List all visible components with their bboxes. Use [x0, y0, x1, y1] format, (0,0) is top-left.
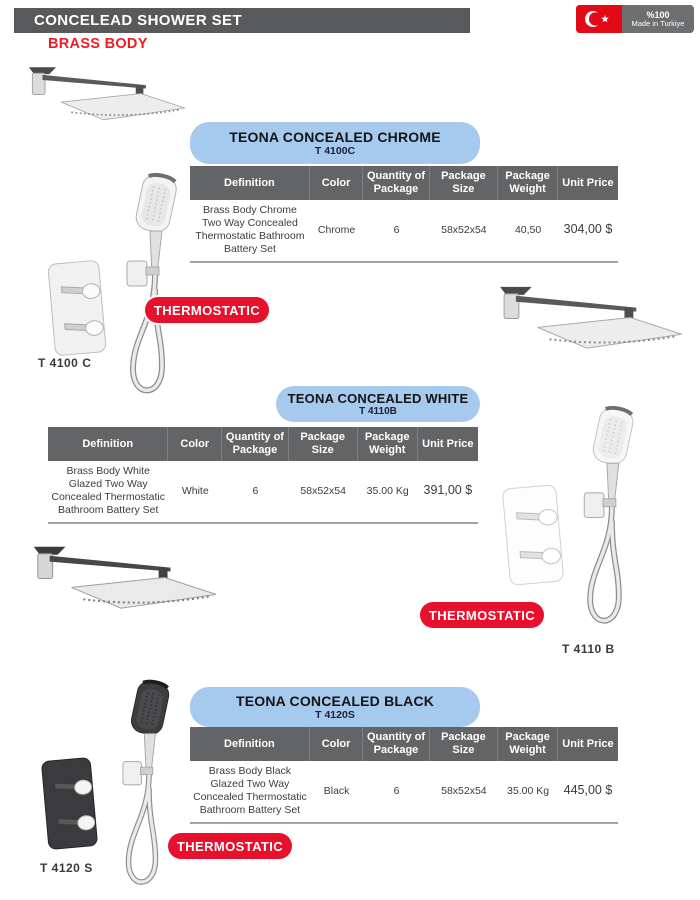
cell-price: 391,00 $: [423, 483, 473, 498]
thermostatic-valve-image-chrome: [38, 253, 116, 363]
page-title: CONCELEAD SHOWER SET: [14, 8, 470, 33]
cell-color: White: [181, 484, 209, 497]
table-row: [190, 761, 618, 824]
cell-price: 445,00 $: [563, 783, 613, 798]
table-header-row: [190, 166, 618, 200]
column-header: Definition: [48, 427, 168, 461]
product-table-black: [190, 727, 618, 824]
cell-color: Black: [323, 784, 350, 797]
column-header: Unit Price: [558, 166, 618, 200]
column-header: Quantity of Package: [222, 427, 289, 461]
column-header: Quantity of Package: [363, 166, 429, 200]
cell-quantity: 6: [393, 784, 400, 797]
column-header: Definition: [190, 727, 310, 761]
hand-shower-image-black: [92, 676, 192, 900]
table-row: [48, 461, 478, 524]
column-header: Package Weight: [358, 427, 418, 461]
thermostatic-badge: THERMOSTATIC: [145, 297, 269, 323]
cell-definition: Brass Body Chrome Two Way Concealed Thermostatic Bathroom Battery Set: [195, 204, 305, 256]
product-code: T 4110B: [359, 406, 397, 417]
table-row: [190, 200, 618, 263]
product-code: T 4100C: [314, 145, 356, 157]
cell-price: 304,00 $: [563, 222, 613, 237]
column-header: Quantity of Package: [363, 727, 429, 761]
column-header: Package Weight: [498, 166, 558, 200]
column-header: Unit Price: [418, 427, 478, 461]
model-code-label: T 4110 B: [562, 642, 615, 656]
made-in-turkiye-badge: [576, 5, 694, 33]
column-header: Color: [310, 727, 364, 761]
origin-percent: %100: [646, 9, 670, 20]
thermostatic-valve-image-black: [32, 750, 107, 857]
thermostatic-badge: THERMOSTATIC: [420, 602, 544, 628]
cell-size: 58x52x54: [441, 223, 487, 236]
cell-quantity: 6: [252, 484, 259, 497]
column-header: Color: [168, 427, 222, 461]
cell-color: Chrome: [317, 223, 356, 236]
cell-size: 58x52x54: [300, 484, 346, 497]
origin-made-in: Made in Turkiye: [631, 18, 685, 28]
product-table-white: [48, 427, 478, 524]
column-header: Color: [310, 166, 364, 200]
rain-shower-head-image-white-2: [14, 538, 222, 618]
column-header: Package Weight: [498, 727, 558, 761]
product-name: TEONA CONCEALED WHITE: [287, 391, 469, 406]
column-header: Unit Price: [558, 727, 618, 761]
hand-shower-image-white: [552, 402, 657, 644]
column-header: Package Size: [289, 427, 358, 461]
page-subtitle: BRASS BODY: [48, 36, 148, 52]
product-name: TEONA CONCEALED BLACK: [235, 693, 435, 709]
product-code: T 4120S: [315, 709, 355, 721]
product-name: TEONA CONCEALED CHROME: [229, 129, 441, 145]
model-code-label: T 4120 S: [40, 861, 93, 875]
turkish-flag-icon: [576, 5, 622, 33]
column-header: Package Size: [430, 727, 498, 761]
cell-size: 58x52x54: [441, 784, 487, 797]
product-badge-chrome: [190, 122, 480, 164]
table-header-row: [190, 727, 618, 761]
table-header-row: [48, 427, 478, 461]
column-header: Package Size: [430, 166, 498, 200]
product-badge-white: [276, 386, 480, 422]
model-code-label: T 4100 C: [38, 356, 92, 370]
column-header: Definition: [190, 166, 310, 200]
cell-quantity: 6: [393, 223, 400, 236]
product-table-chrome: [190, 166, 618, 263]
cell-weight: 40,50: [514, 223, 542, 236]
product-badge-black: [190, 687, 480, 727]
cell-weight: 35.00 Kg: [507, 784, 550, 797]
rain-shower-head-image-white: [478, 281, 690, 355]
cell-weight: 35.00 Kg: [366, 484, 409, 497]
rain-shower-head-image-chrome: [12, 60, 190, 128]
cell-definition: Brass Body White Glazed Two Way Concealed Thermostatic Bathroom Battery Set: [51, 465, 165, 517]
thermostatic-badge: THERMOSTATIC: [168, 833, 292, 859]
cell-definition: Brass Body Black Glazed Two Way Concealed Thermostatic Bathroom Battery Set: [193, 765, 307, 817]
